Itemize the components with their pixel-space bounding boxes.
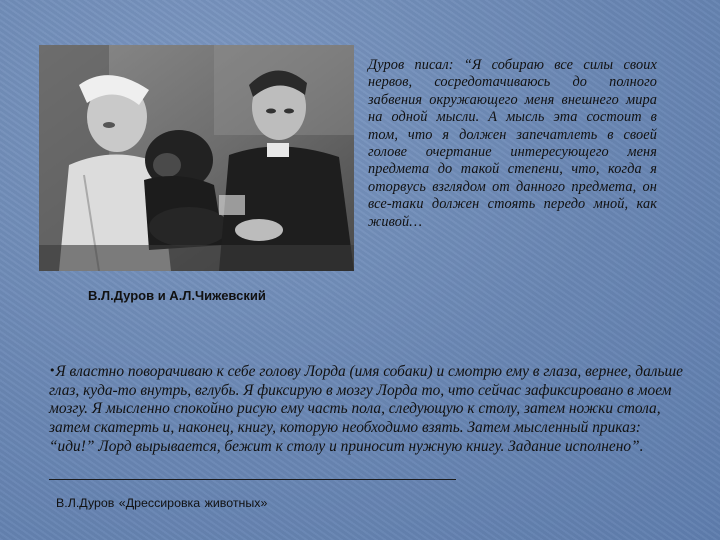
bullet-paragraph bbox=[49, 362, 683, 457]
durov-chizhevsky-photo bbox=[39, 45, 354, 271]
source-citation: В.Л.Дуров «Дрессировка животных» bbox=[56, 496, 268, 510]
divider-line bbox=[49, 479, 456, 480]
photo-caption: В.Л.Дуров и А.Л.Чижевский bbox=[88, 288, 266, 303]
bullet-text: Я властно поворачиваю к себе голову Лорда (имя собаки) и смотрю ему в глаза, вернее, дальше глаз, куда-то внутрь, вглубь. Я фиксирую в мозгу Лорда то, что сейчас зафиксировано в моем мозгу. Я мысленно спокойно рисую ему часть пола, следующую к столу, затем ножки стола, затем скатерть и, наконец, книгу, которую необходимо взять. Затем мысленный приказ: “иди!” Лорд вырывается, бежит к столу и приносит нужную книгу. Задание исполнено”. bbox=[49, 363, 683, 455]
bullet-icon: • bbox=[49, 364, 56, 377]
durov-quote: Дуров писал: “Я собираю все силы своих нервов, сосредотачиваюсь до полного забвения окружающего меня внешнего мира на одной мысли. А мысль эта состоит в том, что я должен запечатлеть в своей голове очертание интересующего меня предмета до такой степени, что, когда я оторвусь взглядом от данного предмета, он все-таки должен стоять передо мной, как живой… bbox=[368, 57, 657, 230]
photo-image bbox=[39, 45, 354, 271]
